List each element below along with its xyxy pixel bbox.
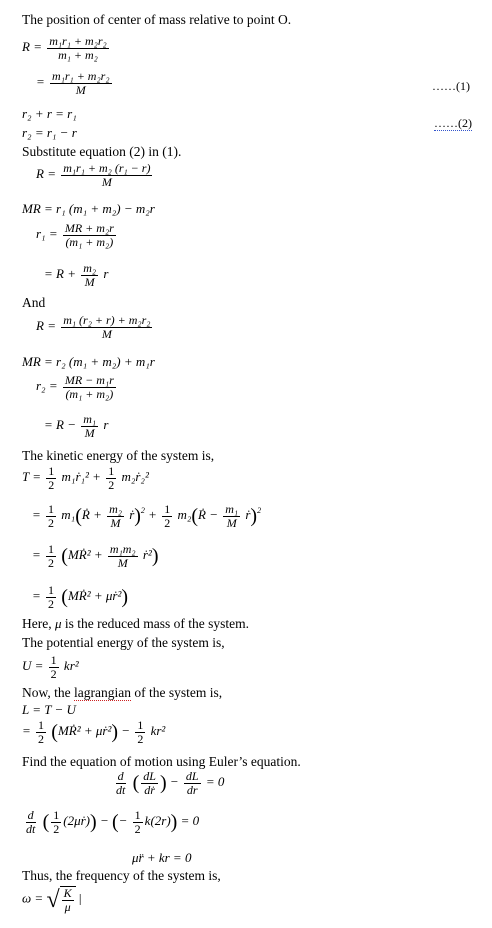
denominator: 2 (108, 477, 115, 492)
half-2 (135, 719, 145, 745)
half-1 (46, 465, 56, 491)
equals: = (36, 74, 45, 90)
half-2 (106, 465, 116, 491)
half-2 (133, 809, 143, 835)
mr-eq-1: MR = r₁ (m₁ + m₂) − m₂r (22, 201, 155, 216)
lhs: R = (36, 318, 56, 334)
lhs: r₂ = (36, 378, 58, 394)
mr-eq-2: MR = r₂ (m₁ + m₂) + m₁r (22, 354, 155, 369)
intro-text: The position of center of mass relative to point O. (22, 12, 292, 27)
eq-label-2-text: ……(2) (434, 116, 472, 130)
potential-energy-text: The potential energy of the system is, (22, 635, 225, 650)
fraction (50, 70, 111, 96)
denominator: μ (64, 899, 71, 914)
r-sub-eq (36, 162, 154, 188)
numerator: 1 (48, 464, 55, 478)
denominator: 2 (48, 515, 55, 530)
denominator: dṙ (144, 782, 155, 797)
fraction (223, 503, 240, 529)
denominator: M (101, 326, 112, 341)
here-pre: Here, (22, 616, 55, 631)
equals: = (32, 507, 41, 523)
equals-zero: = 0 (205, 774, 225, 790)
fraction (108, 543, 138, 569)
here-post: is the reduced mass of the system. (61, 616, 249, 631)
denominator: m₁ + m₂ (58, 47, 98, 62)
m1: m₁ (61, 507, 76, 523)
l-eq-2: = $\frac{1}{2}$ (MṘ² + μṙ²) − $\frac{1}{2}$ kr² (22, 718, 166, 746)
eq-label-2 (434, 117, 472, 129)
t-eq-1 (22, 465, 149, 491)
numerator: 1 (50, 653, 57, 667)
and-text: And (22, 295, 46, 310)
denominator: 2 (48, 477, 55, 492)
lag-pre: Now, the (22, 685, 74, 700)
kr2: kr² (63, 658, 79, 674)
r2-r1-r: r₂ = r₁ − r (22, 125, 77, 140)
denominator: 2 (48, 596, 55, 611)
denominator: 2 (164, 515, 171, 530)
half-1 (46, 503, 56, 529)
equals: = (32, 588, 41, 604)
numerator: m₁r₁ + m₂ (r₁ − r) (63, 161, 151, 175)
r2-r-r1: r₂ + r = r₁ (22, 106, 77, 121)
fraction (47, 35, 108, 61)
half (51, 809, 61, 835)
equals: = (32, 547, 41, 563)
plus: + (92, 469, 101, 485)
numerator: m₂ (83, 261, 97, 275)
numerator: MR − m₁r (64, 373, 114, 387)
minus: − (121, 723, 131, 739)
numerator: K (63, 886, 72, 900)
euler-applied: $\frac{d}{dt}$ ( $\frac{1}{2}$ (2μṙ)) − (− $\frac{1}{2}$ k(2r)) = 0 (26, 808, 200, 836)
lhs: r₁ = (36, 226, 58, 242)
mrdot-mu: MṘ² + μṙ² (57, 723, 112, 739)
denominator: 2 (50, 666, 57, 681)
m2: m₂ (177, 507, 192, 523)
substitute-text: Substitute equation (2) in (1). (22, 144, 182, 159)
numerator: 1 (137, 718, 144, 732)
fraction (63, 374, 116, 400)
minus: − (169, 774, 179, 790)
numerator: 1 (134, 808, 141, 822)
denominator: 2 (134, 821, 141, 836)
half-2 (162, 503, 172, 529)
denominator: dt (116, 782, 126, 797)
denominator: M (226, 515, 237, 530)
r1-eq (36, 222, 118, 248)
t-eq-2: = $\frac{1}{2}$ m₁(Ṙ + $\frac{\text{m₂}}{M}$ ṙ)$^2$ + $\frac{1}{2}$ m₂(Ṙ − $\frac{\text{m₁}}{M}$ ṙ)$^2$ (32, 502, 262, 530)
u-eq (22, 654, 79, 680)
two-mu-rdot: (2μṙ) (63, 813, 91, 829)
numerator: 1 (48, 542, 55, 556)
denominator: 2 (38, 731, 45, 746)
numerator: 1 (48, 583, 55, 597)
r2-result (44, 413, 108, 439)
numerator: d (27, 808, 34, 822)
lag-post: of the system is, (130, 685, 223, 700)
lhs: R = (22, 39, 42, 55)
r-var: r (103, 266, 109, 282)
denominator: M (84, 274, 95, 289)
sqrt: √ $\frac{K}{\mu}$ (46, 886, 75, 913)
denominator: 2 (48, 555, 55, 570)
numerator: 1 (53, 808, 60, 822)
fraction (63, 222, 116, 248)
denominator: dr (186, 782, 198, 797)
equals: = (22, 723, 31, 739)
half (46, 543, 56, 569)
fraction (61, 162, 152, 188)
half (46, 584, 56, 610)
numerator: m₁ (83, 412, 97, 426)
denominator: 2 (53, 821, 60, 836)
minus: − (99, 813, 109, 829)
kr2: kr² (150, 723, 166, 739)
rdot2: ṙ² (142, 547, 152, 563)
denominator: (m₁ + m₂) (65, 386, 114, 401)
numerator: dL (143, 769, 156, 783)
half (49, 654, 59, 680)
numerator: 1 (108, 464, 115, 478)
l-eq-1: L = T − U (22, 702, 76, 717)
half-1 (36, 719, 46, 745)
r-sub-eq-2 (36, 314, 154, 340)
numerator: 1 (164, 502, 171, 516)
numerator: m₂ (109, 502, 122, 516)
numerator: m₁ (r₂ + r) + m₂r₂ (63, 313, 151, 327)
rdot-plus: Ṙ + (81, 507, 102, 523)
dl-drdot (141, 770, 158, 796)
denominator: (m₁ + m₂) (65, 234, 114, 249)
numerator: 1 (38, 718, 45, 732)
term-2: m₂ṙ₂² (121, 469, 149, 485)
equals-zero: = 0 (180, 813, 200, 829)
frequency-text: Thus, the frequency of the system is, (22, 868, 221, 883)
t-eq-4: = $\frac{1}{2}$ (MṘ² + μṙ²) (32, 583, 129, 611)
fraction (61, 314, 152, 340)
numerator: 1 (48, 502, 55, 516)
com-eq-2 (36, 70, 114, 96)
square: 2 (140, 506, 145, 516)
dl-dr (184, 770, 201, 796)
reduced-mass-text (22, 617, 249, 631)
kinetic-energy-text: The kinetic energy of the system is, (22, 448, 215, 463)
denominator: M (101, 174, 112, 189)
plus: + (148, 507, 157, 523)
lhs: ω = (22, 890, 44, 906)
lagrangian-word: lagrangian (74, 685, 131, 700)
numerator: m₁r₁ + m₂r₂ (52, 69, 110, 83)
mu-symbol: μ (54, 616, 62, 631)
denominator: dt (26, 821, 36, 836)
square: 2 (257, 506, 262, 516)
denominator: M (84, 425, 95, 440)
r-var: r (103, 417, 109, 433)
rdot-minus: Ṙ − (198, 507, 219, 523)
rdot: ṙ (245, 507, 251, 523)
lhs: U = (22, 658, 44, 674)
euler-text: Find the equation of motion using Euler’s equation. (22, 754, 301, 769)
fraction (81, 413, 98, 439)
fraction (81, 262, 98, 288)
omega-eq: ω = √ $\frac{K}{\mu}$ | (22, 886, 82, 914)
mrdot: MṘ² + (67, 547, 103, 563)
euler-eq: $\frac{d}{dt}$ ( $\frac{dL}{\text{dṙ}}$ ) − $\frac{dL}{dr}$ = 0 (116, 769, 225, 797)
denominator: 2 (137, 731, 144, 746)
numerator: m₁r₁ + m₂r₂ (49, 34, 107, 48)
eq-label-1: ……(1) (432, 79, 470, 93)
equation-of-motion: μr̈ + kr = 0 (132, 850, 192, 865)
numerator: MR + m₂r (64, 221, 114, 235)
lhs: = R + (44, 266, 76, 282)
lagrangian-text (22, 686, 222, 700)
neg: − (118, 813, 131, 829)
numerator: m₁m₂ (109, 542, 136, 556)
k2r: k(2r) (144, 813, 171, 829)
fraction (62, 887, 74, 913)
mrdot-mu: MṘ² + μṙ² (67, 588, 122, 604)
numerator: m₁ (225, 502, 239, 516)
term-1: m₁ṙ₁² (61, 469, 89, 485)
denominator: M (117, 555, 128, 570)
numerator: d (117, 769, 124, 783)
numerator: dL (185, 769, 199, 783)
t-eq-3: = $\frac{1}{2}$ (MṘ² + $\frac{\text{m₁m₂}}{M}$ ṙ²) (32, 542, 159, 570)
fraction (107, 503, 124, 529)
lhs: = R − (44, 417, 76, 433)
lhs: T = (22, 469, 42, 485)
denominator: M (110, 515, 121, 530)
d-dt (114, 770, 127, 796)
r2-eq (36, 374, 118, 400)
d-dt (24, 809, 37, 835)
r1-result (44, 262, 108, 288)
lhs: R = (36, 166, 56, 182)
rdot: ṙ (129, 507, 135, 523)
com-eq-1 (22, 35, 111, 61)
denominator: M (75, 82, 86, 97)
